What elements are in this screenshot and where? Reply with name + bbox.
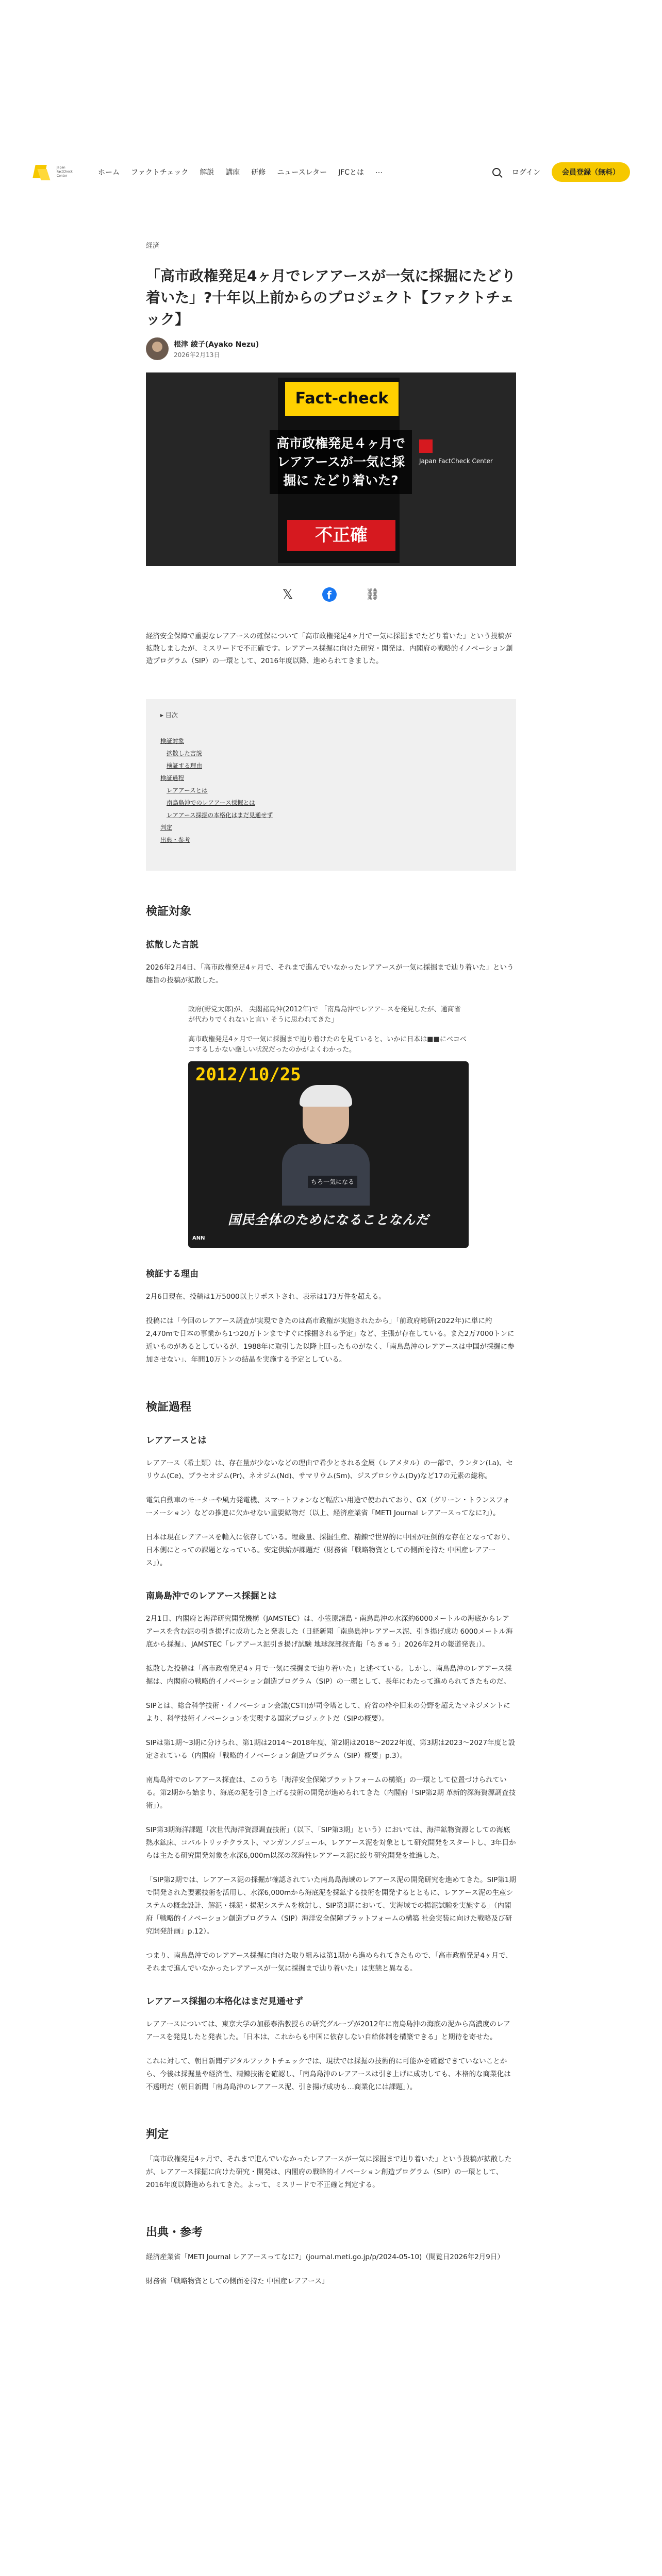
toc-item[interactable] [160,735,502,747]
paragraph: レアアースについては、東京大学の加藤泰浩教授らの研究グループが2012年に南鳥島沖の海底の泥から高濃度のレアアースを発見したと発表した。「日本は、これからも中国に依存しない自給体制を構築できる」と期待を寄せた。 [146,2020,510,2041]
reference-item[interactable]: 財務省「戦略物資としての側面を持た 中国産レアアース」 [146,2277,329,2285]
video-caption-small: ちろ一気になる [308,1176,357,1188]
x-share-icon[interactable]: 𝕏 [282,587,293,602]
verdict-badge: 不正確 [287,520,395,551]
toc-item-label: 検証対象 [160,737,184,744]
toc-item-label: 判定 [160,824,172,831]
toc-item[interactable] [160,772,502,784]
paragraph: 2月6日現在、投稿は1万5000以上リポストされ、表示は173万件を超える。 [146,1293,386,1301]
author-avatar[interactable] [146,337,169,360]
toc-item[interactable] [160,809,502,821]
author-name[interactable]: 根津 綾子(Ayako Nezu) [174,340,259,349]
paragraph: これに対して、朝日新聞デジタルファクトチェックでは、現状では採掘の技術的に可能かを確認できていないことから、今後は採掘量や経済性、精錬技術を確認し、「南鳥島沖のレアアースは引き上げに成功しても、本格的な商業化は不透明だ（朝日新聞「南鳥島沖のレアアース泥、引き揚げ成功も…商業化には課題」）。 [146,2057,511,2091]
share-bar [146,587,516,602]
logo-text: Japan FactCheck Center [57,166,73,178]
author-block [146,337,516,360]
toc-item[interactable] [160,747,502,759]
nav-explainer[interactable]: 解説 [200,168,214,177]
factcheck-badge: Fact-check [285,382,399,416]
video-logo: ANN [192,1235,205,1241]
nav-more[interactable]: … [375,167,383,175]
article-category[interactable]: 経済 [146,242,160,250]
article [146,240,516,2288]
join-button[interactable]: 会員登録（無料） [552,162,630,182]
paragraph: 電気自動車のモーターや風力発電機、スマートフォンなど幅広い用途で使われており、GX（グリーン・トランスフォーメーション）などの推進に欠かせない重要鉱物だ（以上、経済産業省「METI Journal レアアースってなに?」）。 [146,1496,509,1517]
publish-date: 2026年2月13日 [174,351,220,359]
section-heading: 出典・参考 [146,2226,203,2239]
video-date: 2012/10/25 [195,1064,301,1085]
paragraph: 日本は現在レアアースを輸入に依存している。埋蔵量、採掘生産、精錬で世界的に中国が圧倒的な存在となっており、日本側にとっての課題となっている。安定供給が課題だ（財務省「戦略物資としての側面を持た 中国産レアアース」）。 [146,1533,515,1567]
facebook-share-icon[interactable]: f [322,587,337,602]
toc-item-label: 南鳥島沖でのレアアース採掘とは [167,799,255,806]
table-of-contents [146,699,516,871]
paragraph: SIPは第1期〜3期に分けられ、第1期は2014〜2018年度、第2期は2018〜2022年度、第3期は2023〜2027年度と設定されている（内閣府「戦略的イノベーション創造プログラム（SIP）概要」p.3）。 [146,1739,516,1760]
subsection-heading: レアアースとは [146,1435,207,1446]
toc-item-label: 検証過程 [160,774,184,782]
nav-newsletter[interactable]: ニュースレター [277,168,327,177]
subsection-heading: 検証する理由 [146,1269,198,1279]
paragraph: レアアース（希土類）は、存在量が少ないなどの理由で希少とされる金属（レアメタル）の一部で、ランタン(La)、セリウム(Ce)、プラセオジム(Pr)、ネオジム(Nd)、サマリウム(Sm)、ジスプロシウム(Dy)など17の元素の総称。 [146,1459,514,1480]
reference-item[interactable]: 経済産業省「METI Journal レアアースってなに?」(journal.meti.go.jp/p/2024-05-10)（閲覧日2026年2月9日） [146,2253,504,2261]
hero-image [146,372,516,566]
main-nav [98,167,383,177]
site-header [0,152,662,192]
site-logo[interactable] [32,162,80,182]
toc-heading[interactable]: ▸ 目次 [160,711,178,719]
hero-org-label: Japan FactCheck Center [419,457,493,465]
section-heading: 検証過程 [146,1401,192,1414]
post-text: 高市政権発足4ヶ月で一気に採掘まで辿り着けたのを見ていると、いかに日本は■■にベコベコするしかない厳しい状況だったのかがよくわかった。 [188,1036,467,1054]
subsection-heading: 拡散した言説 [146,940,198,950]
embedded-post [188,1005,467,1248]
jfc-mark-icon [419,439,433,453]
paragraph: 2月1日、内閣府と海洋研究開発機構（JAMSTEC）は、小笠原諸島・南鳥島沖の水深約6000メートルの海底からレアアースを含む泥の引き揚げに成功したと発表した（日経新聞「南鳥島沖レアアース泥、引き揚げ成功 6000メートル海底から採掘」、JAMSTEC「レアアース泥引き揚げ試験 地球深部探査船「ちきゅう」2026年2月の報道発表」）。 [146,1615,513,1649]
post-text: 政府(野党太郎)が、 尖閣諸島沖(2012年)で 「南鳥島沖でレアアースを発見したが、通商省が代わりでくれないと言い そうに思われてきた」 [188,1006,461,1024]
article-lead: 経済安全保障で重要なレアアースの確保について「高市政権発足4ヶ月で一気に採掘までたどり着いた」という投稿が拡散しましたが、ミスリードで不正確です。レアアース採掘に向けた研究・開発は、内閣府の戦略的イノベーション創造プログラム（SIP）の一環として、2016年度以降、進められてきました。 [146,632,513,665]
toc-item[interactable] [160,821,502,834]
embedded-video[interactable] [188,1061,469,1248]
paragraph: SIP第3期海洋課題「次世代海洋資源調査技術」（以下、「SIP第3期」という）においては、海洋鉱物資源としての海底熱水鉱床、コバルトリッチクラスト、マンガンノジュール、レアアース泥を対象として研究開発をスタートし、3年目からは主たる研究開発対象を水深6,000m以深の深海性レアアース泥に絞り研究開発を推進した。 [146,1826,516,1860]
copy-link-icon[interactable]: ⛓ [365,588,380,601]
toc-item-label: レアアース採掘の本格化はまだ見通せず [167,811,273,819]
toc-item[interactable] [160,784,502,796]
toc-item[interactable] [160,759,502,772]
search-icon[interactable] [492,168,501,176]
paragraph: 「高市政権発足4ヶ月で、それまで進んでいなかったレアアースが一気に採掘まで辿り着いた」という投稿が拡散したが、レアアース採掘に向けた研究・開発は、内閣府の戦略的イノベーション創造プログラム（SIP）の一環として、2016年度以降進められてきた。よって、ミスリードで不正確と判定する。 [146,2155,512,2189]
subsection-heading: 南鳥島沖でのレアアース採掘とは [146,1591,277,1601]
hero-question: 高市政権発足４ヶ月で レアアースが一気に採掘に たどり着いた? [270,430,412,494]
toc-item-label: 出典・参考 [160,836,190,843]
toc-item-label: 検証する理由 [167,762,202,769]
nav-home[interactable]: ホーム [98,168,120,177]
paragraph: 投稿には「今回のレアアース調査が実現できたのは高市政権が実施されたから」「前政府総研(2022年)に単に約2,470mで日本の事業から1つ20万トンまですぐに採掘される予定」など、主張が存在している。また2万7000トンに近いものがあるとしているが、1988年に取引した以降上回ったものがなく、「南鳥島沖のレアアースは中国が採掘に参加させない」、年間10万トンの結晶を実施する予定としている。 [146,1317,515,1364]
hero-org [419,439,493,465]
paragraph: 2026年2月4日、「高市政権発足4ヶ月で、それまで進んでいなかったレアアースが一気に採掘まで辿り着いた」という趣旨の投稿が拡散した。 [146,963,514,985]
nav-factcheck[interactable]: ファクトチェック [131,168,189,177]
paragraph: SIPとは、総合科学技術・イノベーション会議(CSTI)が司令塔として、府省の枠や旧来の分野を超えたマネジメントにより、科学技術イノベーションを実現する国家プロジェクトだ（SIPの概要）。 [146,1702,510,1723]
nav-course[interactable]: 講座 [225,168,240,177]
article-title: 「高市政権発足4ヶ月でレアアースが一気に採掘にたどり着いた」?十年以上前からのプロジェクト【ファクトチェック】 [146,267,516,328]
jfc-logo-icon [32,162,53,182]
paragraph: 「SIP第2期では、レアアース泥の採掘が確認されていた南鳥島海域のレアアース泥の開発研究を進めてきた。SIP第1期で開発された要素技術を活用し、水深6,000mから海底泥を採鉱する技術を開発するとともに、レアアース泥の生産システムの概念設計、解泥・採泥・揚泥システムを検討し、SIP第3期において、実海域での揚泥試験を実施する」（内閣府「戦略的イノベーション創造プログラム（SIP）海洋安全保障プラットフォームの構築 社会実装に向けた戦略及び研究開発計画」p.12）。 [146,1876,516,1936]
paragraph: つまり、南鳥島沖でのレアアース採掘に向けた取り組みは第1期から進められてきたもので、「高市政権発足4ヶ月で、それまで進んでいなかったレアアースが一気に採掘まで辿り着いた」は実態と異なる。 [146,1952,512,1973]
video-caption: 国民全体のためになることなんだ [227,1212,429,1227]
toc-item-label: レアアースとは [167,787,208,794]
nav-about[interactable]: JFCとは [338,168,365,177]
toc-item[interactable] [160,796,502,809]
nav-training[interactable]: 研修 [251,168,266,177]
toc-list [160,735,502,846]
subsection-heading: レアアース採掘の本格化はまだ見通せず [146,1996,303,2007]
login-link[interactable]: ログイン [511,168,540,177]
paragraph: 南鳥島沖でのレアアース探査は、このうち「海洋安全保障プラットフォームの構築」の一環として位置づけられている。第2期から始まり、海底の泥を引き上げる技術の開発が進められてきた（内閣府「SIP第2期 革新的深海資源調査技術」）。 [146,1776,516,1810]
paragraph: 拡散した投稿は「高市政権発足4ヶ月で一気に採掘まで辿り着いた」と述べている。しかし、南鳥島沖のレアアース採掘は、内閣府の戦略的イノベーション創造プログラム（SIP）の一環として、長年にわたって進められてきたものだ。 [146,1665,512,1686]
toc-item-label: 拡散した言説 [167,750,202,757]
section-heading: 検証対象 [146,905,192,918]
section-heading: 判定 [146,2128,169,2141]
toc-item[interactable] [160,834,502,846]
